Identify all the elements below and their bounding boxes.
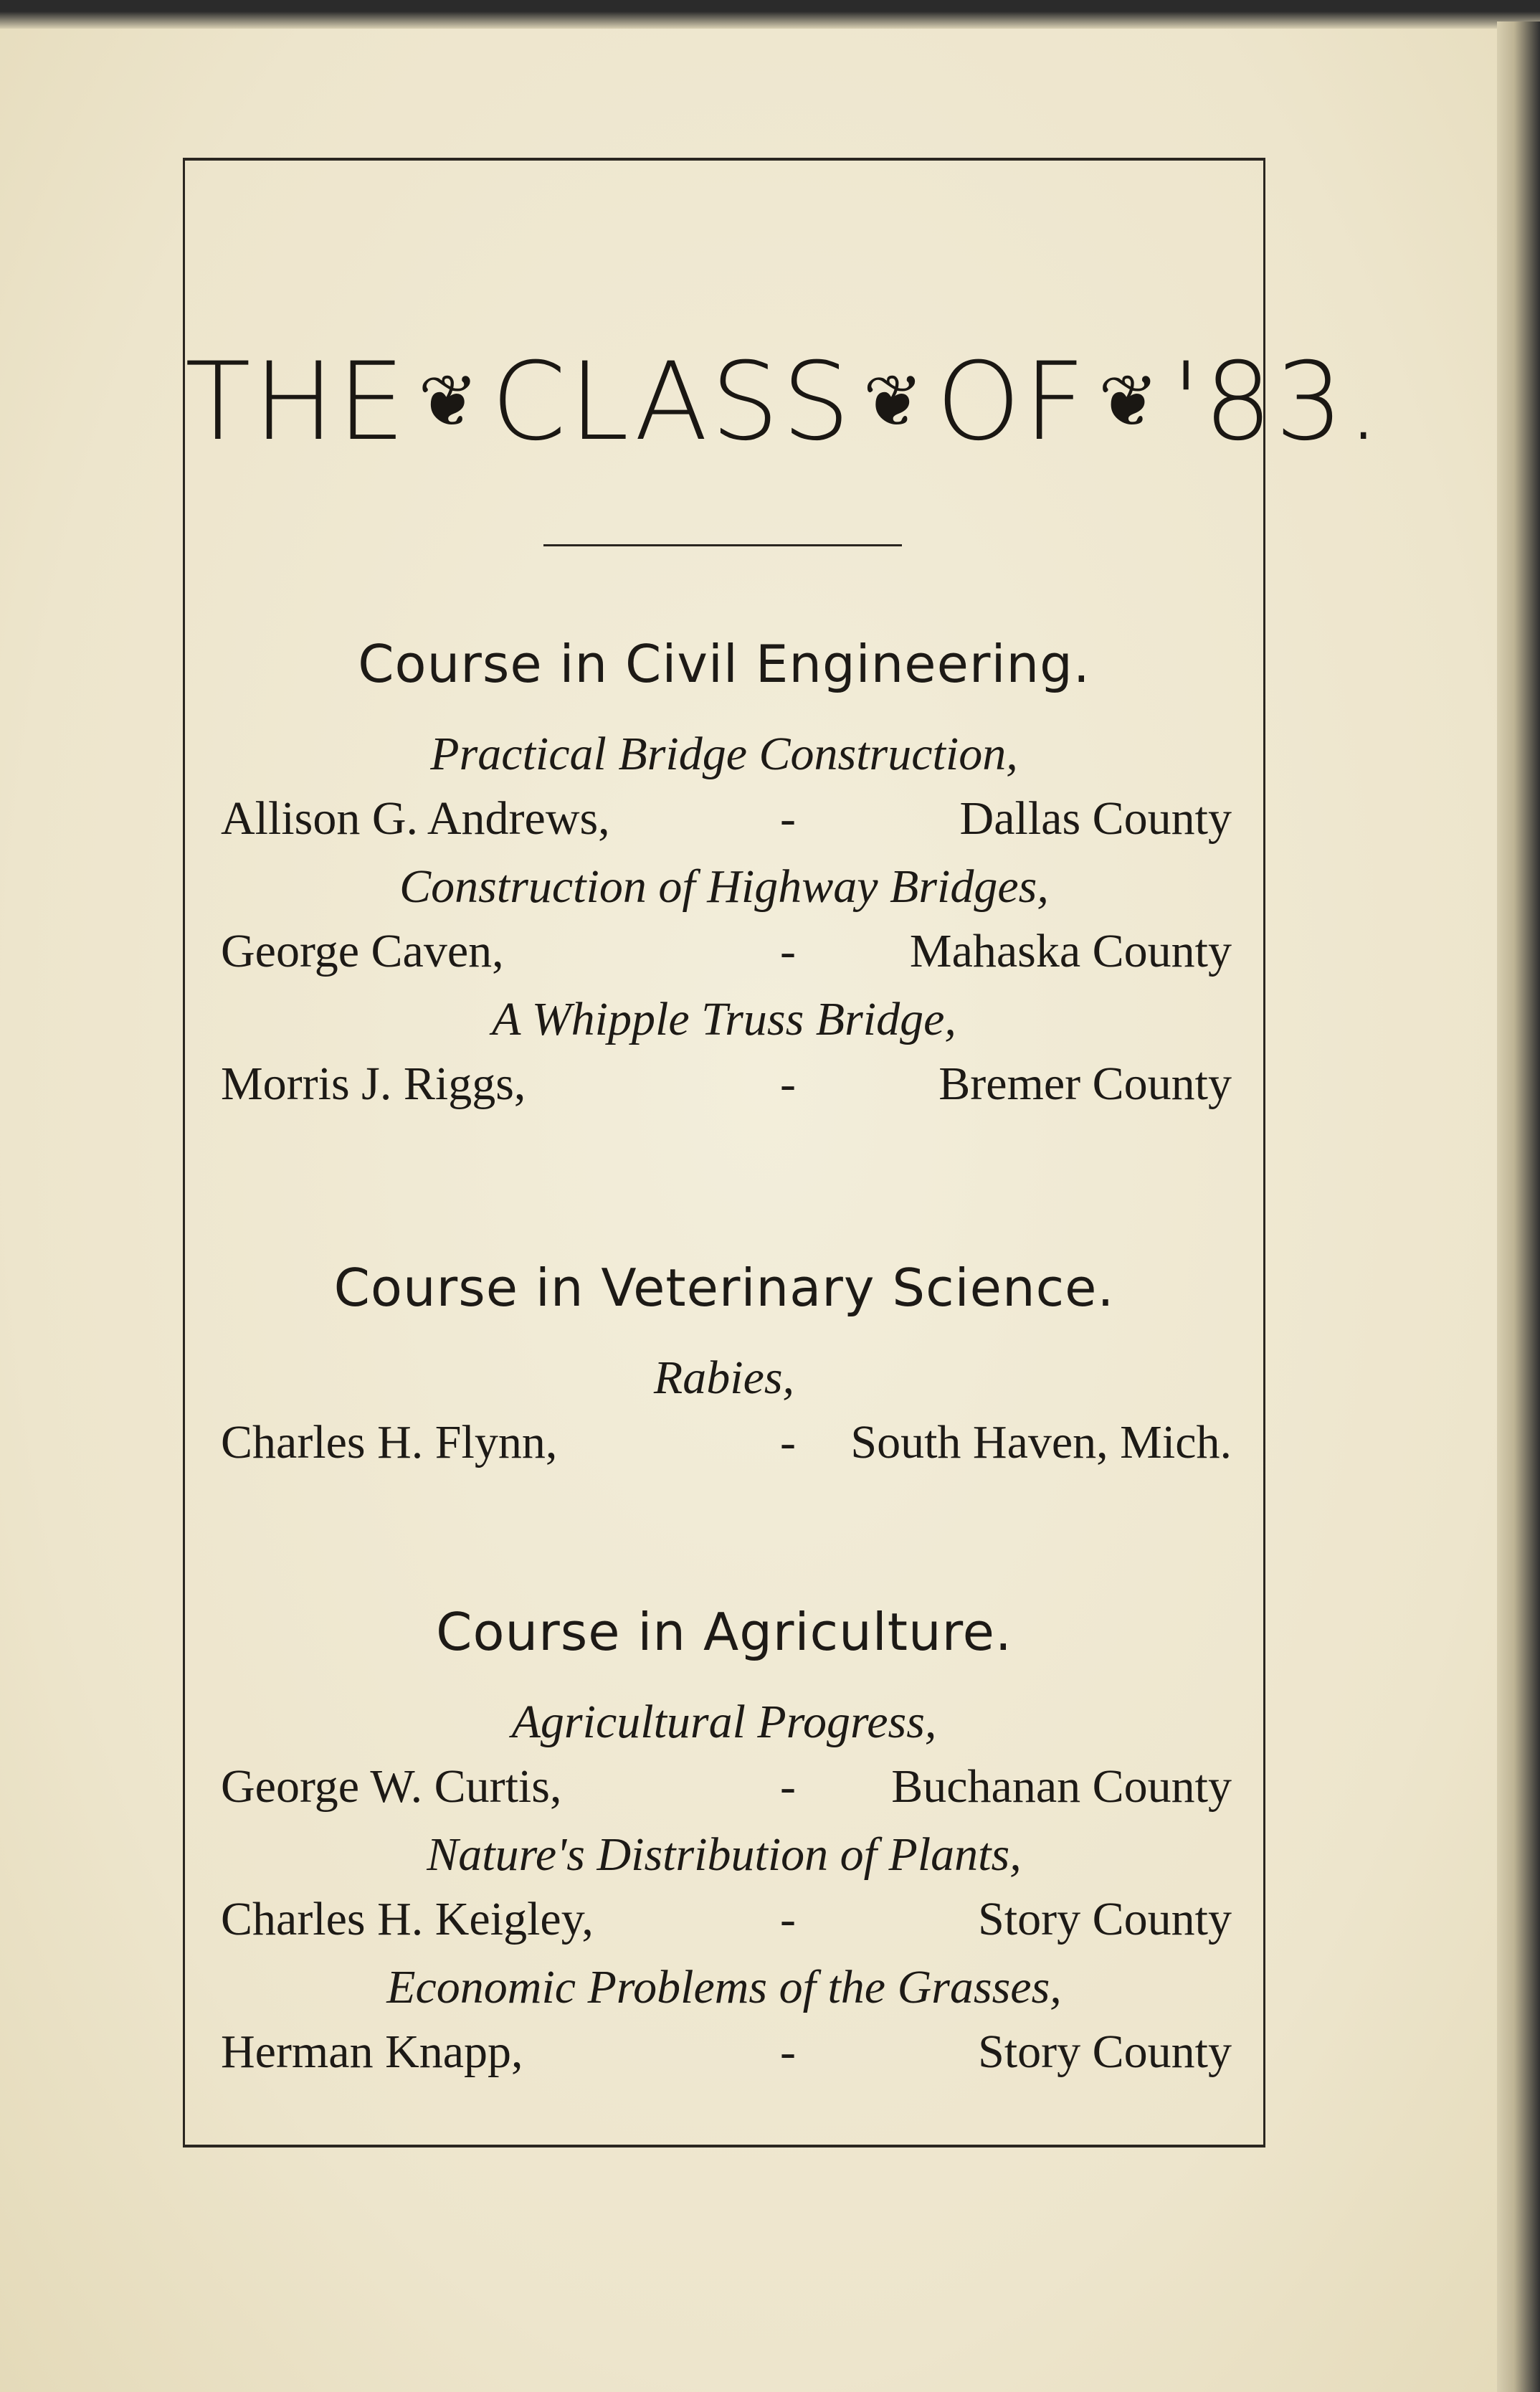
title-divider: [543, 544, 902, 546]
graduate-name: Charles H. Keigley,: [221, 1893, 594, 1945]
graduate-county: Story County: [978, 1893, 1232, 1945]
thesis-title: Rabies,: [653, 1352, 795, 1404]
scan-right-edge: [1497, 22, 1540, 2392]
graduate-row: [221, 1760, 1232, 1817]
graduate-county: Story County: [978, 2026, 1232, 2078]
graduate-location: South Haven, Mich.: [850, 1416, 1232, 1468]
separator-dash: -: [780, 1416, 796, 1468]
graduate-county: Buchanan County: [891, 1760, 1232, 1813]
page-title: [185, 340, 1384, 465]
section-heading-veterinary-science: Course in Veterinary Science.: [333, 1258, 1115, 1318]
thesis-title: Practical Bridge Construction,: [430, 728, 1018, 780]
separator-dash: -: [780, 1760, 796, 1813]
title-word-the: THE: [185, 340, 409, 465]
separator-dash: -: [780, 792, 796, 845]
graduate-county: Mahaska County: [909, 925, 1232, 977]
thesis-title: Economic Problems of the Grasses,: [386, 1961, 1062, 2013]
graduate-row: [221, 1057, 1232, 1114]
separator-dash: -: [780, 2026, 796, 2078]
thesis-title: A Whipple Truss Bridge,: [492, 993, 956, 1045]
graduate-row: [221, 2025, 1232, 2082]
graduate-row: [221, 924, 1232, 982]
separator-dash: -: [780, 1058, 796, 1110]
ornament-icon: ❦: [1098, 359, 1161, 443]
ornament-icon: ❦: [418, 359, 481, 443]
thesis-title: Nature's Distribution of Plants,: [427, 1828, 1022, 1881]
title-word-of: OF: [936, 340, 1088, 465]
graduate-name: Morris J. Riggs,: [221, 1058, 526, 1110]
graduate-name: Allison G. Andrews,: [221, 792, 610, 845]
graduate-row: [221, 792, 1232, 849]
graduate-county: Dallas County: [959, 792, 1232, 845]
ornament-icon: ❦: [862, 359, 926, 443]
thesis-title: Agricultural Progress,: [511, 1696, 937, 1748]
separator-dash: -: [780, 1893, 796, 1945]
graduate-name: Herman Knapp,: [221, 2026, 523, 2078]
graduate-name: George Caven,: [221, 925, 504, 977]
separator-dash: -: [780, 925, 796, 977]
section-heading-civil-engineering: Course in Civil Engineering.: [358, 634, 1090, 694]
title-word-class: CLASS: [491, 340, 853, 465]
thesis-title: Construction of Highway Bridges,: [399, 860, 1049, 913]
title-word-year: '83.: [1171, 340, 1384, 465]
graduate-name: Charles H. Flynn,: [221, 1416, 558, 1468]
graduate-row: [221, 1892, 1232, 1950]
page-border-frame: [183, 158, 1384, 2147]
graduate-name: George W. Curtis,: [221, 1760, 562, 1813]
graduate-row: [221, 1415, 1232, 1473]
section-heading-agriculture: Course in Agriculture.: [436, 1602, 1012, 1662]
scan-top-edge: [0, 0, 1540, 29]
graduate-county: Bremer County: [938, 1058, 1232, 1110]
